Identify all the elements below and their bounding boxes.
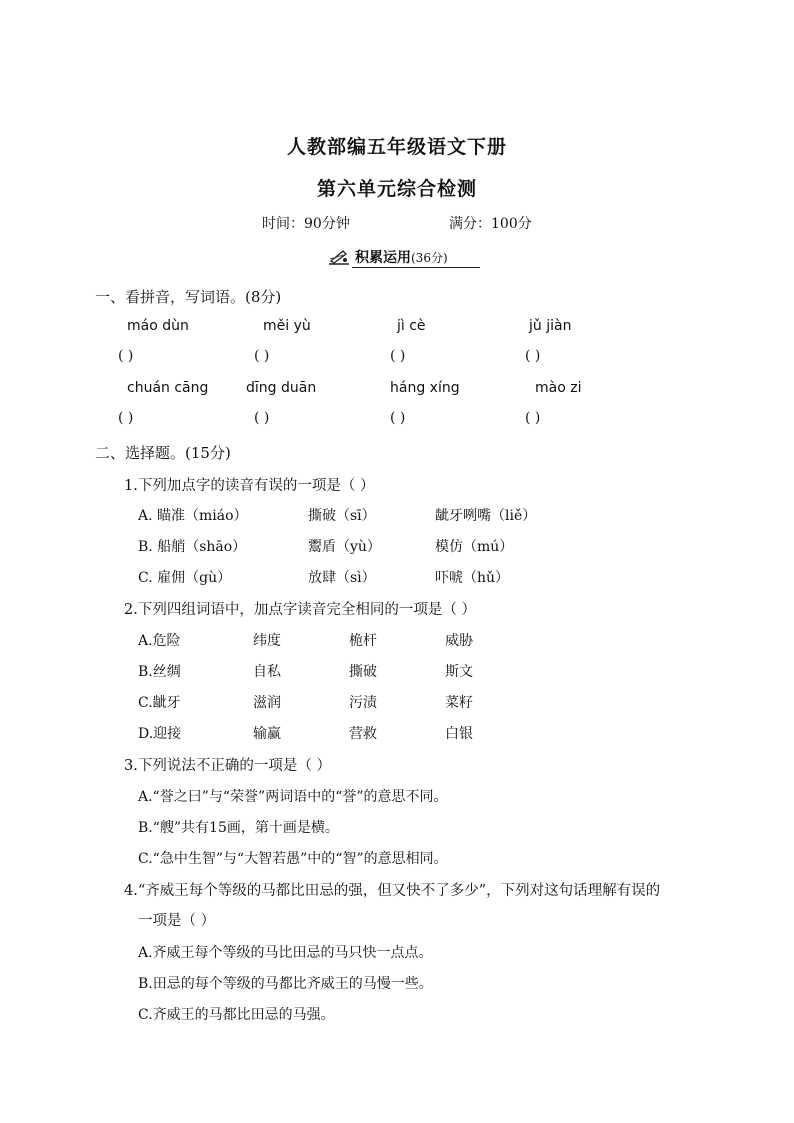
q2-option-a-4: 威胁 [445, 633, 473, 649]
q3-option-b: B.“艘”共有15画，第十画是横。 [138, 820, 339, 836]
section-banner-points: (36分) [411, 250, 448, 265]
q2-option-d-3: 营救 [349, 726, 377, 742]
q2-option-b-2: 自私 [253, 664, 281, 680]
question-1-stem: 1.下列加点字的读音有误的一项是（ ） [124, 478, 375, 494]
exam-score: 满分：100分 [449, 216, 532, 232]
q1-option-a-1: A. 瞄准（miáo） [138, 508, 248, 524]
q2-option-d-2: 输赢 [253, 726, 281, 742]
q2-option-a-1: A.危险 [138, 633, 181, 649]
answer-blank-2[interactable]: ( ) [254, 348, 270, 364]
q1-option-a-2: 撕破（sī） [308, 508, 376, 524]
answer-blank-1[interactable]: ( ) [118, 348, 134, 364]
q3-option-c: C.“急中生智”与“大智若愚”中的“智”的意思相同。 [138, 851, 448, 867]
q2-option-d-1: D.迎接 [138, 726, 182, 742]
answer-blank-4[interactable]: ( ) [525, 348, 541, 364]
q1-option-c-3: 吓唬（hǔ） [435, 570, 510, 586]
q4-option-b: B.田忌的每个等级的马都比齐威王的马慢一些。 [138, 976, 433, 992]
section-banner [327, 247, 448, 267]
q1-option-b-1: B. 船艄（shāo） [138, 539, 247, 555]
q2-option-b-3: 撕破 [349, 664, 377, 680]
q4-option-c: C.齐威王的马都比田忌的马强。 [138, 1007, 335, 1023]
pinyin-7: háng xíng [390, 380, 460, 396]
pinyin-1: máo dùn [127, 318, 189, 334]
writing-icon [327, 248, 351, 266]
question-4-stem-cont: 一项是（ ） [138, 913, 216, 929]
q1-option-b-3: 模仿（mú） [435, 539, 514, 555]
answer-blank-5[interactable]: ( ) [118, 410, 134, 426]
q2-option-c-3: 污渍 [349, 695, 377, 711]
q2-option-a-2: 纬度 [253, 633, 281, 649]
question-4-stem: 4.“齐威王每个等级的马都比田忌的强，但又快不了多少”，下列对这句话理解有误的 [124, 883, 661, 899]
section-banner-label: 积累运用 [355, 250, 411, 266]
question-2-stem: 2.下列四组词语中，加点字读音完全相同的一项是（ ） [124, 602, 476, 618]
q1-option-a-3: 龇牙咧嘴（liě） [435, 508, 537, 524]
q1-option-c-2: 放肆（sì） [308, 570, 376, 586]
answer-blank-7[interactable]: ( ) [390, 410, 406, 426]
q2-option-a-3: 桅杆 [349, 633, 377, 649]
pinyin-2: měi yù [263, 318, 311, 334]
page-subtitle: 第六单元综合检测 [316, 178, 477, 200]
q1-option-c-1: C. 雇佣（gù） [138, 570, 232, 586]
q2-option-b-4: 斯文 [445, 664, 473, 680]
pinyin-4: jǔ jiàn [529, 318, 572, 334]
question-3-stem: 3.下列说法不正确的一项是（ ） [124, 758, 331, 774]
page-title: 人教部编五年级语文下册 [286, 136, 507, 158]
banner-underline [352, 267, 480, 268]
q2-option-b-1: B.丝绸 [138, 664, 181, 680]
answer-blank-3[interactable]: ( ) [390, 348, 406, 364]
part1-heading: 一、看拼音，写词语。(8分) [95, 288, 282, 306]
q3-option-a: A.“誉之曰”与“荣誉”两词语中的“誉”的意思不同。 [138, 789, 448, 805]
pinyin-5: chuán cāng [127, 380, 209, 396]
part2-heading: 二、选择题。(15分) [95, 444, 231, 462]
pinyin-3: jì cè [397, 318, 426, 334]
pinyin-8: mào zi [535, 380, 582, 396]
q4-option-a: A.齐威王每个等级的马比田忌的马只快一点点。 [138, 945, 433, 961]
answer-blank-6[interactable]: ( ) [254, 410, 270, 426]
answer-blank-8[interactable]: ( ) [525, 410, 541, 426]
pinyin-6: dīng duān [246, 380, 317, 396]
q2-option-c-2: 滋润 [253, 695, 281, 711]
q2-option-c-4: 菜籽 [445, 695, 473, 711]
q1-option-b-2: 鬻盾（yù） [308, 539, 381, 555]
q2-option-c-1: C.龇牙 [138, 695, 181, 711]
q2-option-d-4: 白银 [445, 726, 473, 742]
exam-time: 时间：90分钟 [262, 216, 350, 232]
